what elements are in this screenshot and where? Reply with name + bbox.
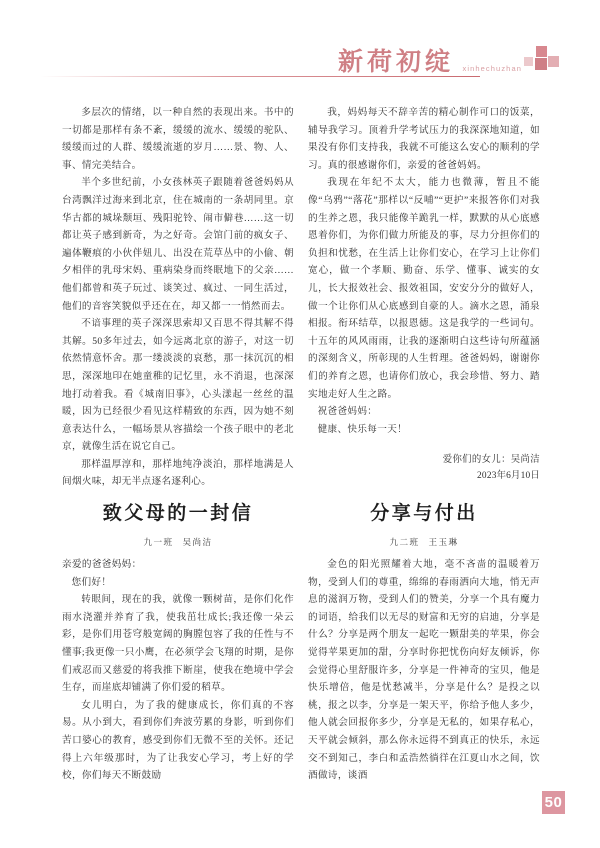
paragraph: 我现在年纪不太大，能力也微薄，暂且不能像“乌鸦”“落花”那样以“反哺”“更护”来报答你们对我的生养之恩，我只能像羊跪乳一样，默默的从心底感恩着你们，为你们做力所能及的事，尽力分担你们的负担和忧愁，在生活上让你们安心，在学习上让你们宽心，做一个孝顺、勤奋、乐学、懂事、诚实的女儿，长大报效社会、报效祖国，安安分分的做好人，做一个让你们从心底感到自豪的人。滴水之恩，涌泉相报。衔环结草，以报恩德。这是我学的一些词句。十五年的风风雨雨，让我的逐渐明白这些诗句所蕴涵的深刻含义，所彰现的人生哲理。爸爸妈妈，谢谢你们的养育之恩，也请你们放心，我会珍惜、努力、踏实地走好人生之路。 [308, 177, 540, 400]
byline-class: 九一班 [143, 537, 174, 547]
paragraph: 我，妈妈每天不辞辛苦的精心制作可口的饭菜，辅导我学习。顶着升学考试压力的我深深地知道，如果没有你们支持我，我就不可能这么安心的顺利的学习。真的很感谢你们，亲爱的爸爸妈妈。 [308, 107, 540, 171]
bottom-article-left-column [62, 556, 294, 785]
article-title: 分享与付出 [370, 502, 478, 524]
page-masthead [40, 40, 572, 96]
closing-salutation: 祝爸爸妈妈： [317, 406, 378, 418]
paragraph: 金色的阳光照耀着大地，毫不吝啬的温暖着万物，受到人们的尊重，绵绵的春雨洒向大地，悄无声息的滋润万物，受到人们的赞美，分享一个具有魔力的词语，给我们以无尽的财富和无穷的启迪，分享是什么？分享是两个朋友一起吃一颗甜美的苹果，你会觉得苹果更加的甜，分享时你把忧伤向好友倾诉，你会觉得心里舒服许多，分享是一件神奇的宝贝，他是快乐增倍，他是忧愁减半，分享是什么？是投之以桃，报之以李，分享是一架天平，你给予他人多少，他人就会回报你多少，分享是无私的，如果存私心，天平就会倾斜，那么你永远得不到真正的快乐，永远交不到知己，李白和孟浩然徜徉在江夏山水之间，饮酒做诗，谈酒 [308, 559, 540, 782]
paragraph: 多层次的情绪，以一种自然的表现出来。书中的一切都是那样有条不紊，缓缓的流水、缓缓的驼队、缓缓而过的人群、缓缓流逝的岁月……景、物、人、事、情完美结合。 [62, 107, 294, 171]
article-byline [308, 536, 540, 548]
closing-wish: 健康、快乐每一天！ [317, 423, 408, 435]
letter-signoff [308, 452, 540, 484]
bottom-article-right-column [308, 556, 540, 785]
masthead-subtitle-pinyin: xinhechuzhan [462, 64, 522, 73]
letter-salutation: 亲爱的爸爸妈妈： [62, 559, 142, 570]
article-title: 致父母的一封信 [102, 502, 254, 524]
article-byline [62, 536, 294, 548]
byline-author: 吴尚洁 [182, 537, 213, 547]
paragraph: 半个多世纪前，小女孩林英子跟随着爸爸妈妈从台湾飘洋过海来到北京，住在城南的一条胡同里。京华古都的城垛颓垣、残阳驼铃、闹市僻巷……这一切都让英子感到新奇，为之好奇。会馆门前的疯女子、遍体鞭痕的小伙伴妞儿、出没在荒草丛中的小偷、朝夕相伴的乳母宋妈、重病染身而终眠地下的父亲……他们都曾和英子玩过、谈笑过、疯过、一同生活过，他们的音容笑貌似乎还在在，却又都一一悄然而去。 [62, 177, 294, 312]
paragraph: 转眼间，现在的我，就像一颗树苗，是你们化作雨水浇灌并养育了我，使我茁壮成长;我还像一朵云彩，是你们用苍穹般宽阔的胸膛包容了我的任性与不懂事;我更像一只小鹰，在必须学会飞翔的时期，是你们戒忍而又慈爱的将我推下断崖，使我在绝境中学会生存，而崖底却铺满了你们爱的稻草。 [62, 594, 294, 694]
top-article-right-column [308, 104, 540, 484]
paragraph: 那样温厚淳和，那样地纯净淡泊，那样地满是人间烟火味，却无半点逐名逐利心。 [62, 458, 294, 488]
byline-class: 九二班 [389, 537, 420, 547]
signoff-date: 2023年6月10日 [477, 471, 540, 482]
masthead-title: 新荷初绽 [337, 47, 454, 76]
signoff-from: 爱你们的女儿：吴尚洁 [442, 455, 540, 466]
square-cluster-icon [524, 46, 560, 80]
byline-author: 王玉琳 [428, 537, 459, 547]
article-heading-left [62, 500, 294, 548]
paragraph: 女儿明白，为了我的健康成长，你们真的不容易。从小到大，看到你们奔波劳累的身影，听到你们苦口婆心的教育，感受到你们无微不至的关怀。还记得上六年级那时，为了让我安心学习，考上好的学校，你们每天不断鼓励 [62, 699, 294, 782]
article-heading-right [308, 500, 540, 548]
page-number-badge: 50 [540, 789, 567, 816]
letter-greeting: 您们好！ [71, 576, 112, 588]
paragraph: 不谙事理的英子深深思索却又百思不得其解不得其解。50多年过去，如今远离北京的游子，对这一切依然情意怀舍。那一缕淡淡的哀愁，那一抹沉沉的相思，深深地印在她童稚的记忆里，永不消退，也深深地打动着我。看《城南旧事》，心头漾起一丝丝的温暖，因为已经很少看见这样精致的东西，因为她不刻意表达什么，一幅场景从容描绘一个孩子眼中的老北京，就像生活在说它自己。 [62, 318, 294, 453]
top-article-left-column [62, 104, 294, 491]
